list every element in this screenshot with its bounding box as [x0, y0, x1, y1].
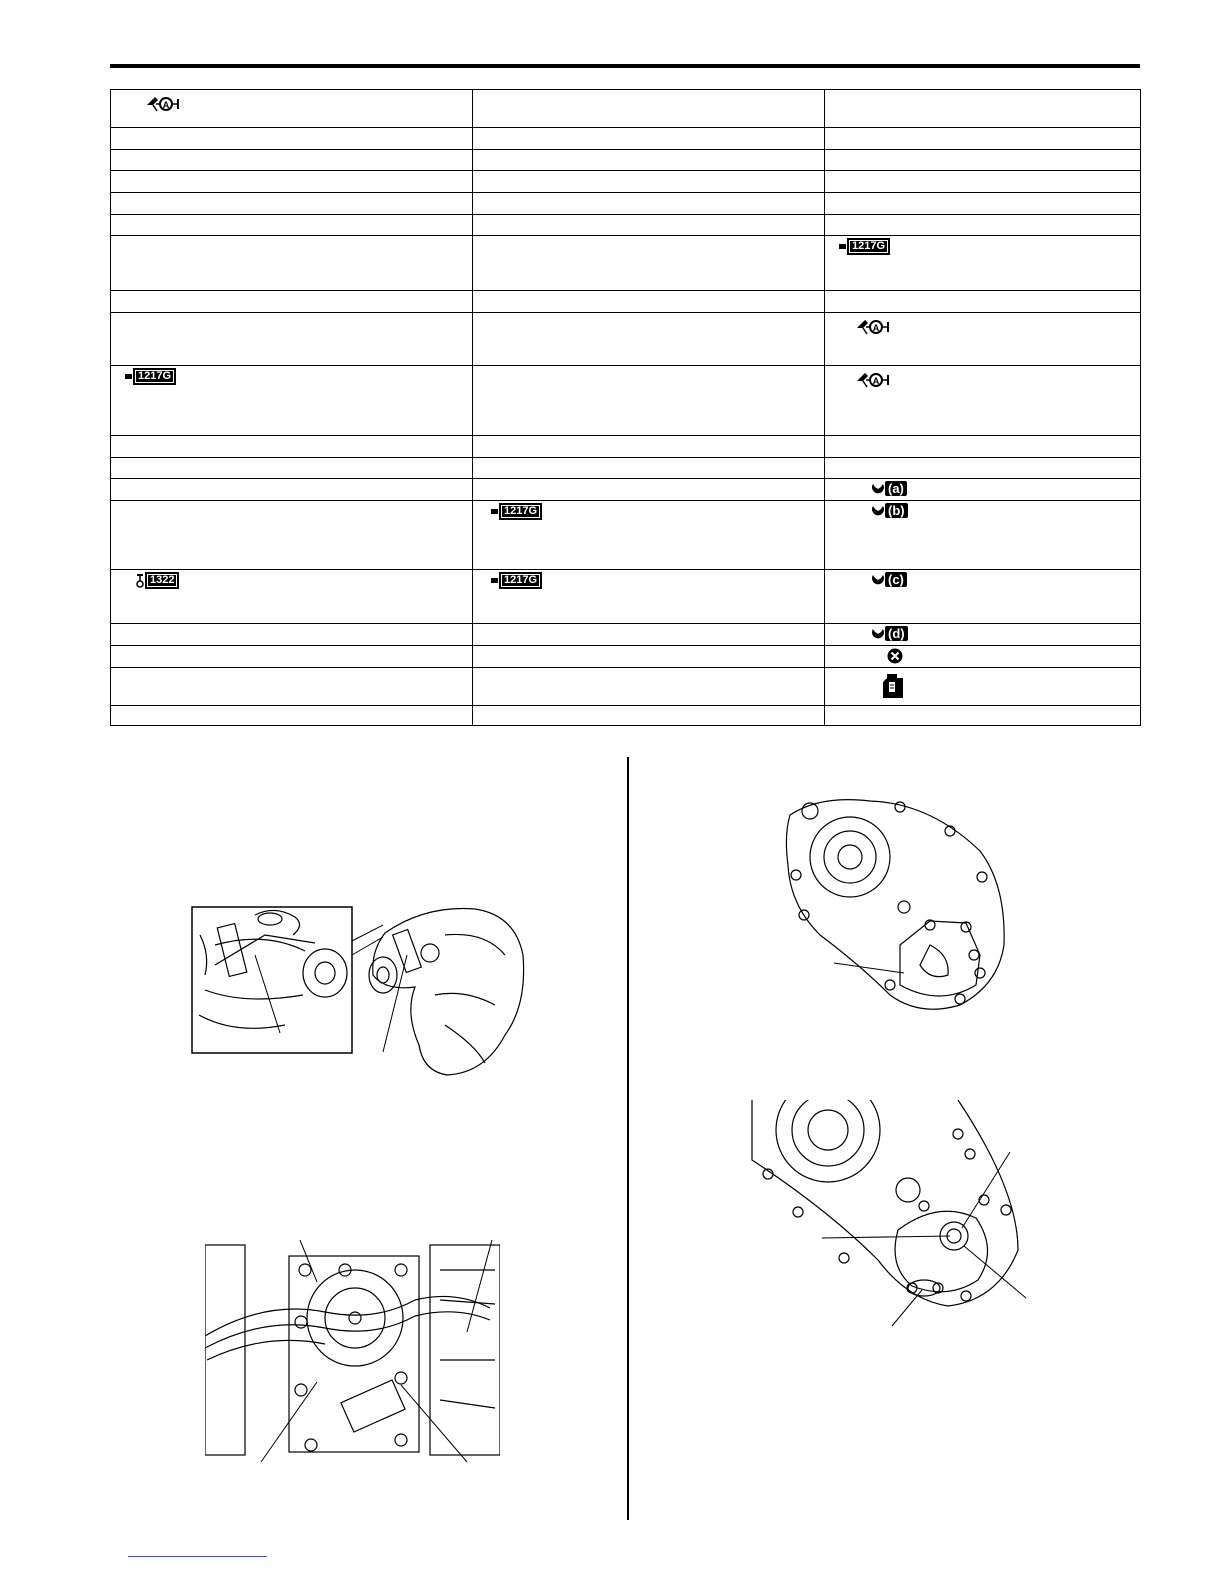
table-row [111, 90, 1141, 128]
torque-b-icon: (b) [871, 503, 908, 518]
table-row [111, 236, 1141, 291]
table-row [111, 501, 1141, 570]
table-row [111, 570, 1141, 624]
table-row [111, 646, 1141, 668]
torque-d-icon: (d) [871, 626, 908, 641]
header-rule [110, 64, 1140, 68]
table-row [111, 150, 1141, 171]
table-row [111, 706, 1141, 726]
sealant-1217g-icon: 1217G [491, 572, 542, 589]
seal-apply-icon [855, 369, 891, 391]
svg-text:A: A [872, 376, 880, 386]
table-row [111, 436, 1141, 458]
table-row [111, 171, 1141, 193]
table-row [111, 624, 1141, 646]
svg-text:A: A [162, 100, 170, 110]
components-table [110, 89, 1141, 726]
figure-shaft-detail [748, 1100, 1033, 1330]
column-divider [627, 757, 629, 1520]
table-row [111, 479, 1141, 501]
table-row [111, 215, 1141, 236]
figure-shift-bracket [185, 895, 535, 1080]
sealant-1217g-icon: 1217G [839, 238, 890, 255]
seal-apply-icon [145, 93, 181, 115]
do-not-reuse-icon [887, 648, 903, 664]
table-row [111, 458, 1141, 479]
table-row [111, 668, 1141, 706]
table-row [111, 291, 1141, 313]
seal-apply-icon [855, 316, 891, 338]
svg-text:A: A [872, 323, 880, 333]
table-row [111, 366, 1141, 436]
sealant-1217g-icon: 1217G [491, 503, 542, 520]
fluid-icon [881, 672, 905, 700]
torque-a-icon: (a) [871, 481, 907, 496]
figure-case-cover [780, 795, 1012, 1017]
torque-c-icon: (c) [871, 572, 907, 587]
table-row [111, 313, 1141, 366]
table-row [111, 193, 1141, 215]
page-link-underline[interactable] [128, 1556, 267, 1557]
table-row [111, 128, 1141, 150]
sealant-1217g-icon: 1217G [125, 368, 176, 385]
threadlock-1322-icon: 1322 [135, 572, 179, 589]
figure-actuator-housing [205, 1240, 500, 1465]
